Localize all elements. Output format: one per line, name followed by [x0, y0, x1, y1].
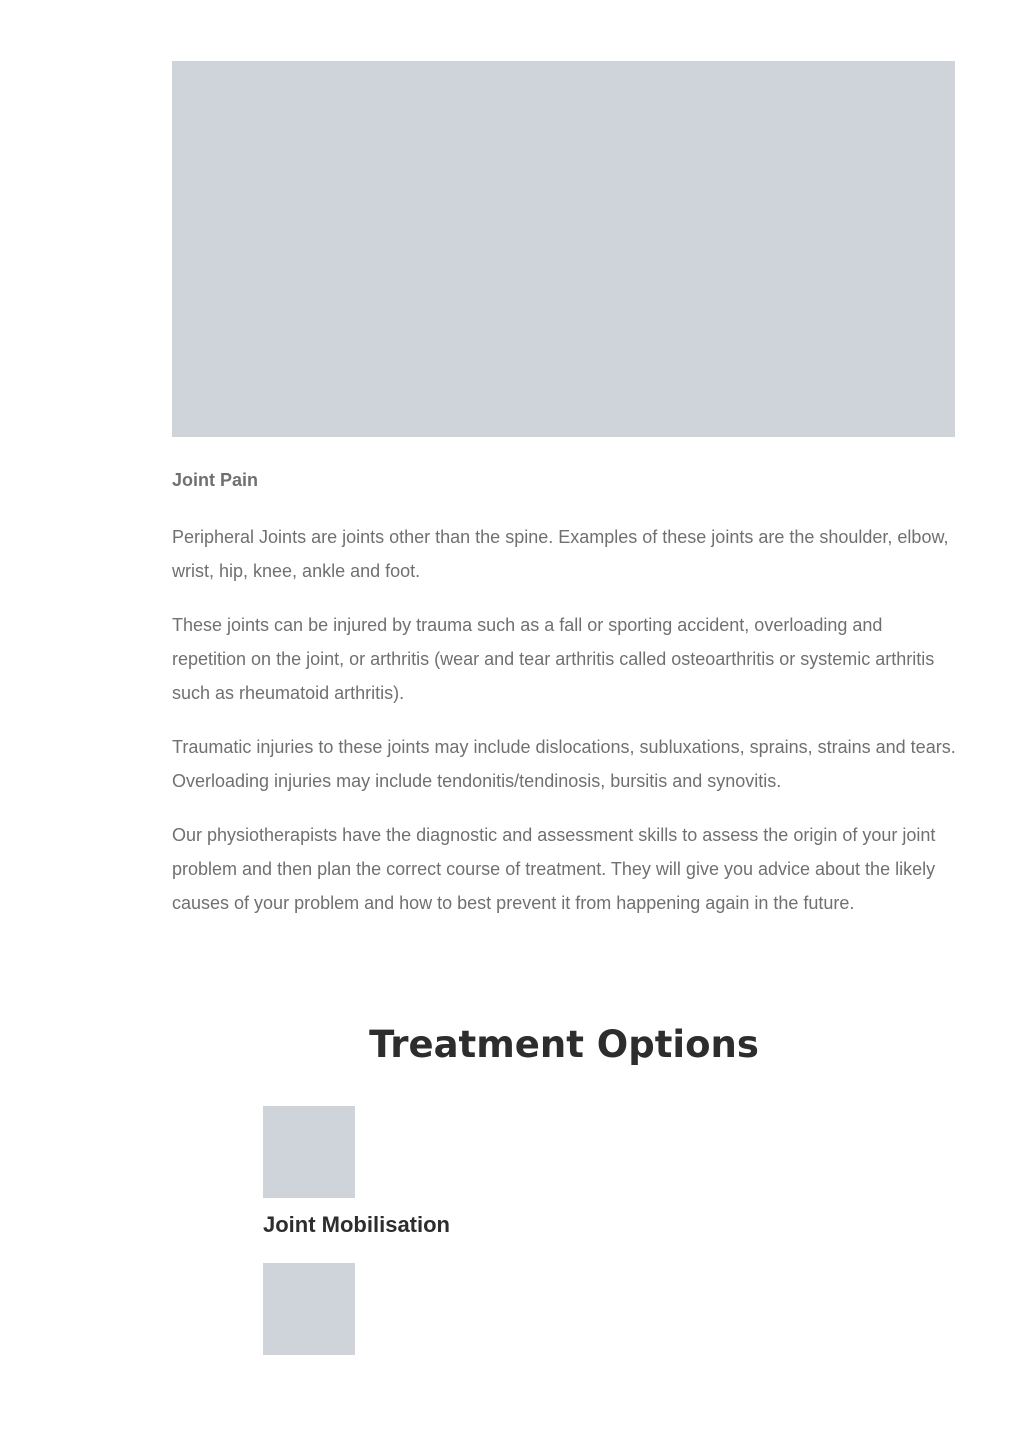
- article-paragraph-4: Our physiotherapists have the diagnostic and assessment skills to assess the origin of your joint problem and then plan the correct course of treatment. They will give you advice about the likely causes of your problem and how to best prevent it from happening again in the future.: [172, 825, 936, 913]
- hero-image: [172, 61, 955, 437]
- treatment-options-title: Treatment Options: [369, 1023, 759, 1066]
- article-paragraph-2: These joints can be injured by trauma such as a fall or sporting accident, overloading and repetition on the joint, or arthritis (wear and tear arthritis called osteoarthritis or systemic arthritis such as rheumatoid arthritis).: [172, 615, 935, 703]
- joint-mobilisation-image[interactable]: [263, 1106, 355, 1198]
- article: [172, 466, 956, 940]
- article-paragraph-1: Peripheral Joints are joints other than the spine. Examples of these joints are the shoulder, elbow, wrist, hip, knee, ankle and foot.: [172, 527, 949, 581]
- treatment-option-label[interactable]: Joint Mobilisation: [263, 1212, 450, 1237]
- treatment-option-image[interactable]: [263, 1263, 355, 1355]
- section-heading: Joint Pain: [172, 470, 259, 490]
- article-paragraph-3: Traumatic injuries to these joints may include dislocations, subluxations, sprains, strains and tears. Overloading injuries may include tendonitis/tendinosis, bursitis and synovitis.: [172, 737, 956, 791]
